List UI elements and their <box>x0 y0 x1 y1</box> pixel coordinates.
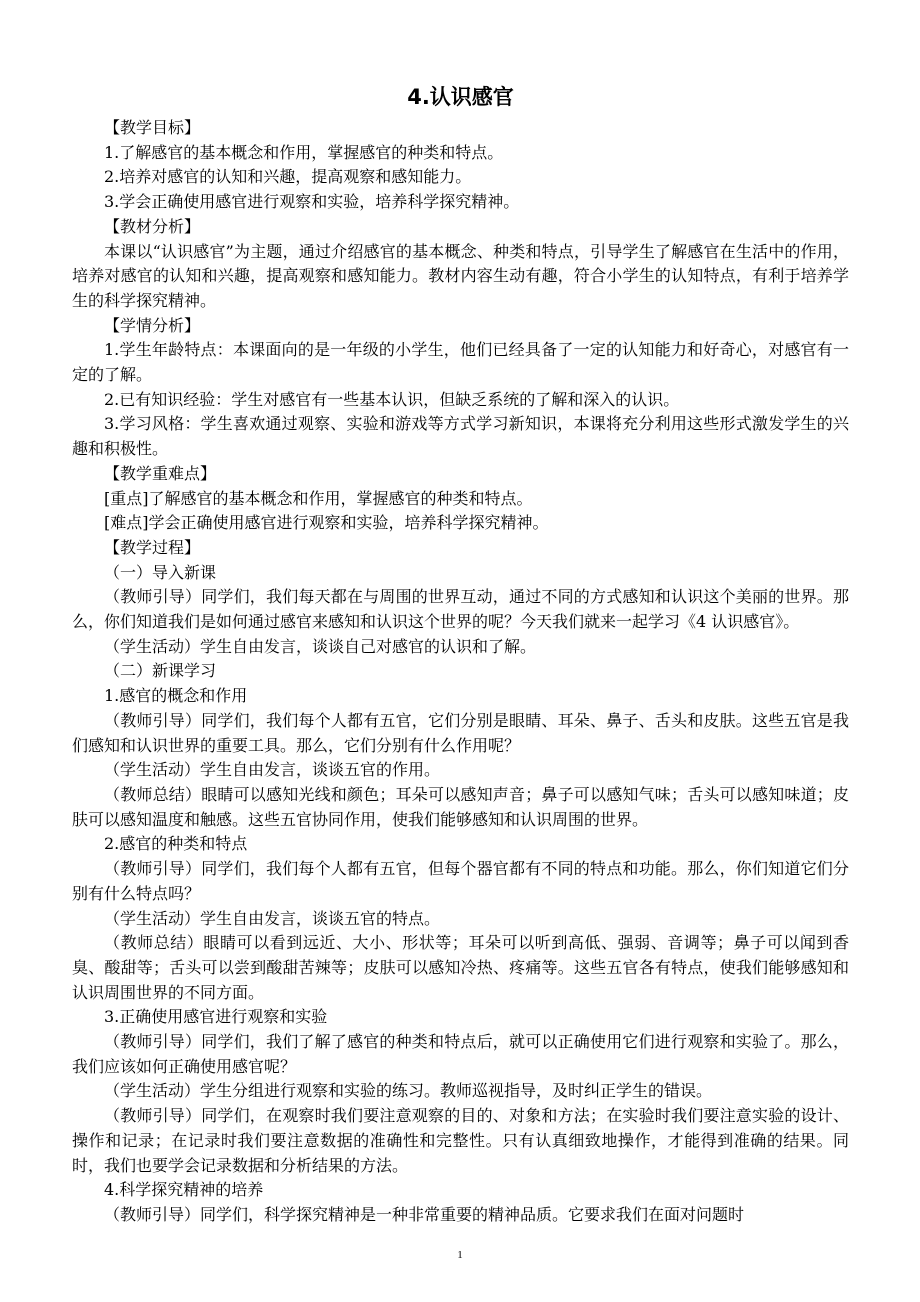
paragraph: 【教学目标】 <box>104 118 201 137</box>
paragraph: 3.学会正确使用感官进行观察和实验，培养科学探究精神。 <box>104 192 520 212</box>
paragraph: 【教学过程】 <box>104 537 201 557</box>
paragraph: （教师引导）同学们，在观察时我们要注意观察的目的、对象和方法；在实验时我们要注意实验的设计、操作和记录；在记录时我们要注意数据的准确性和完整性。只有认真细致地操作，才能得到准确的结果。同时，我们也要学会记录数据和分析结果的方法。 <box>72 1106 849 1175</box>
paragraph: 2.已有知识经验：学生对感官有一些基本认识，但缺乏系统的了解和深入的认识。 <box>104 389 680 409</box>
document-title: 4.认识感官 <box>407 85 514 109</box>
paragraph: 3.学习风格：学生喜欢通过观察、实验和游戏等方式学习新知识，本课将充分利用这些形式激发学生的兴趣和积极性。 <box>72 414 849 459</box>
paragraph: 【学情分析】 <box>104 315 201 335</box>
paragraph: （教师引导）同学们，我们每个人都有五官，它们分别是眼睛、耳朵、鼻子、舌头和皮肤。这些五官是我们感知和认识世界的重要工具。那么，它们分别有什么作用呢？ <box>72 710 849 755</box>
paragraph: （教师总结）眼睛可以看到远近、大小、形状等；耳朵可以听到高低、强弱、音调等；鼻子可以闻到香臭、酸甜等；舌头可以尝到酸甜苦辣等；皮肤可以感知冷热、疼痛等。这些五官各有特点，使我们能够感知和认识周围世界的不同方面。 <box>72 933 849 1002</box>
paragraph: [重点]了解感官的基本概念和作用，掌握感官的种类和特点。 <box>104 488 533 508</box>
paragraph: （教师引导）同学们，科学探究精神是一种非常重要的精神品质。它要求我们在面对问题时 <box>104 1204 745 1224</box>
paragraph: 【教材分析】 <box>104 216 201 236</box>
document-body <box>72 116 849 1228</box>
paragraph: 2.培养对感官的认知和兴趣，提高观察和感知能力。 <box>104 167 472 187</box>
paragraph: 本课以“认识感官”为主题，通过介绍感官的基本概念、种类和特点，引导学生了解感官在生活中的作用，培养对感官的认知和兴趣，提高观察和感知能力。教材内容生动有趣，符合小学生的认知特点，有利于培养学生的科学探究精神。 <box>72 241 849 310</box>
paragraph: （教师引导）同学们，我们每天都在与周围的世界互动，通过不同的方式感知和认识这个美丽的世界。那么，你们知道我们是如何通过感官来感知和认识这个世界的呢？今天我们就来一起学习《4 认识感官》。 <box>72 587 849 632</box>
page-number: 1 <box>457 1249 463 1261</box>
paragraph: （学生活动）学生自由发言，谈谈五官的作用。 <box>104 760 441 780</box>
paragraph: （一）导入新课 <box>104 562 217 582</box>
paragraph: （学生活动）学生自由发言，谈谈自己对感官的认识和了解。 <box>104 636 537 656</box>
paragraph: 【教学重难点】 <box>104 463 217 483</box>
paragraph: （教师总结）眼睛可以感知光线和颜色；耳朵可以感知声音；鼻子可以感知气味；舌头可以感知味道；皮肤可以感知温度和触感。这些五官协同作用，使我们能够感知和认识周围的世界。 <box>72 784 849 829</box>
paragraph: 1.感官的概念和作用 <box>104 686 248 706</box>
paragraph: （教师引导）同学们，我们每个人都有五官，但每个器官都有不同的特点和功能。那么，你们知道它们分别有什么特点吗？ <box>72 859 849 903</box>
paragraph: （二）新课学习 <box>104 661 217 681</box>
paragraph: 1.学生年龄特点：本课面向的是一年级的小学生，他们已经具备了一定的认知能力和好奇心，对感官有一定的了解。 <box>72 340 849 385</box>
paragraph: [难点]学会正确使用感官进行观察和实验，培养科学探究精神。 <box>104 513 549 533</box>
paragraph: （学生活动）学生分组进行观察和实验的练习。教师巡视指导，及时纠正学生的错误。 <box>104 1081 713 1101</box>
paragraph: （学生活动）学生自由发言，谈谈五官的特点。 <box>104 908 441 928</box>
paragraph: 3.正确使用感官进行观察和实验 <box>104 1007 328 1027</box>
paragraph: 4.科学探究精神的培养 <box>104 1180 264 1200</box>
paragraph: 2.感官的种类和特点 <box>104 834 248 854</box>
paragraph: （教师引导）同学们，我们了解了感官的种类和特点后，就可以正确使用它们进行观察和实验了。那么，我们应该如何正确使用感官呢？ <box>72 1032 849 1076</box>
paragraph: 1.了解感官的基本概念和作用，掌握感官的种类和特点。 <box>104 142 504 162</box>
